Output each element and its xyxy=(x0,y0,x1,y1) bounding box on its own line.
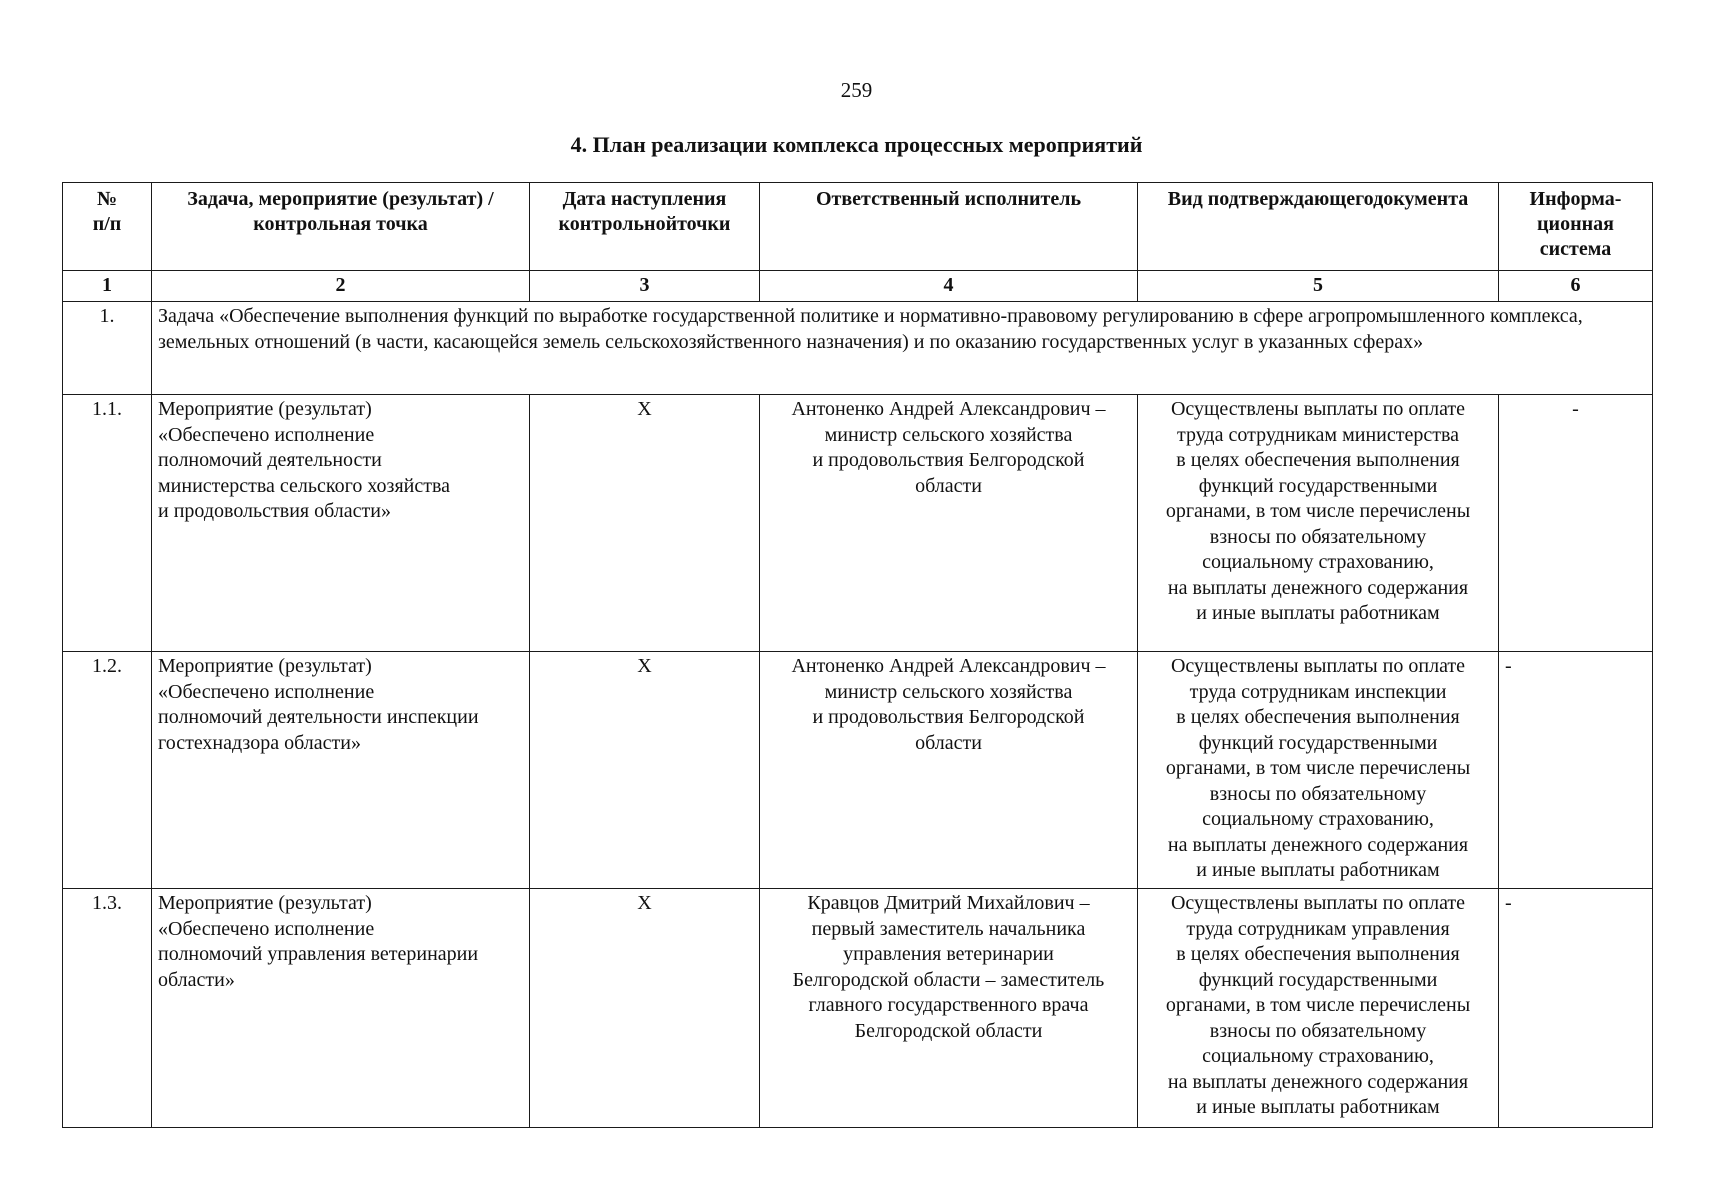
task-number: 1. xyxy=(63,302,152,395)
column-number: 4 xyxy=(760,271,1138,302)
row-document: Осуществлены выплаты по оплате труда сотрудникам инспекции в целях обеспечения выполнения функций государственными органами, в том числе перечислены взносы по обязательному социальному страхованию, на выплаты денежного содержания и иные выплаты работникам xyxy=(1138,652,1499,889)
row-system: - xyxy=(1499,395,1653,652)
header-system: Информа- ционная система xyxy=(1499,183,1653,271)
row-date: Х xyxy=(530,889,760,1128)
column-number: 2 xyxy=(152,271,530,302)
row-event: Мероприятие (результат) «Обеспечено исполнение полномочий управления ветеринарии области» xyxy=(152,889,530,1128)
column-number-row xyxy=(63,271,1653,302)
row-system: - xyxy=(1499,652,1653,889)
header-date: Дата наступления контрольнойточки xyxy=(530,183,760,271)
row-system: - xyxy=(1499,889,1653,1128)
row-number: 1.2. xyxy=(63,652,152,889)
header-task: Задача, мероприятие (результат) / контрольная точка xyxy=(152,183,530,271)
row-responsible: Антоненко Андрей Александрович – министр сельского хозяйства и продовольствия Белгородской области xyxy=(760,652,1138,889)
page-number: 259 xyxy=(840,78,873,102)
row-responsible: Кравцов Дмитрий Михайлович – первый заместитель начальника управления ветеринарии Белгородской области – заместитель главного государственного врача Белгородской области xyxy=(760,889,1138,1128)
plan-table xyxy=(62,182,1653,1128)
row-number: 1.3. xyxy=(63,889,152,1128)
row-document: Осуществлены выплаты по оплате труда сотрудникам управления в целях обеспечения выполнения функций государственными органами, в том числе перечислены взносы по обязательному социальному страхованию, на выплаты денежного содержания и иные выплаты работникам xyxy=(1138,889,1499,1128)
row-number: 1.1. xyxy=(63,395,152,652)
row-event: Мероприятие (результат) «Обеспечено исполнение полномочий деятельности министерства сельского хозяйства и продовольствия области» xyxy=(152,395,530,652)
task-row xyxy=(63,302,1653,395)
header-responsible: Ответственный исполнитель xyxy=(760,183,1138,271)
row-date: Х xyxy=(530,395,760,652)
column-number: 6 xyxy=(1499,271,1653,302)
table-row xyxy=(63,889,1653,1128)
row-event: Мероприятие (результат) «Обеспечено исполнение полномочий деятельности инспекции гостехнадзора области» xyxy=(152,652,530,889)
row-date: Х xyxy=(530,652,760,889)
row-document: Осуществлены выплаты по оплате труда сотрудникам министерства в целях обеспечения выполнения функций государственными органами, в том числе перечислены взносы по обязательному социальному страхованию, на выплаты денежного содержания и иные выплаты работникам xyxy=(1138,395,1499,652)
column-number: 5 xyxy=(1138,271,1499,302)
row-responsible: Антоненко Андрей Александрович – министр сельского хозяйства и продовольствия Белгородской области xyxy=(760,395,1138,652)
column-number: 3 xyxy=(530,271,760,302)
table-header-row xyxy=(63,183,1653,271)
page-title: 4. План реализации комплекса процессных мероприятий xyxy=(570,132,1143,157)
column-number: 1 xyxy=(63,271,152,302)
task-text: Задача «Обеспечение выполнения функций по выработке государственной политике и нормативно-правовому регулированию в сфере агропромышленного комплекса, земельных отношений (в части, касающейся земель сельскохозяйственного назначения) и по оказанию государственных услуг в указанных сферах» xyxy=(152,302,1653,395)
table-row xyxy=(63,652,1653,889)
header-document: Вид подтверждающегодокумента xyxy=(1138,183,1499,271)
table-row xyxy=(63,395,1653,652)
header-number: № п/п xyxy=(63,183,152,271)
